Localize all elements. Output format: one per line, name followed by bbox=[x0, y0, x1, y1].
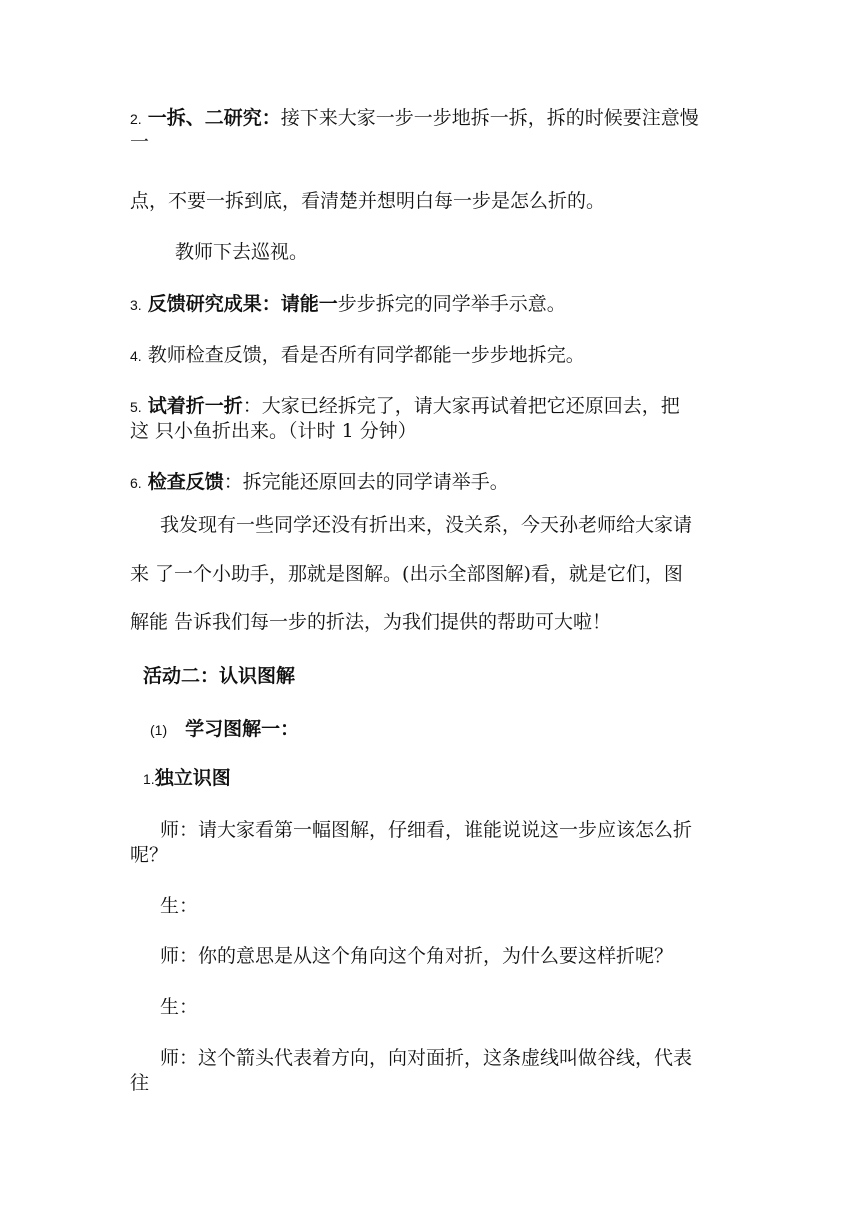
item-heading: 检查反馈 bbox=[147, 471, 224, 493]
step-number: 1. bbox=[143, 771, 155, 787]
item-text: 步步拆完的同学举手示意。 bbox=[337, 293, 566, 315]
item-3 bbox=[130, 292, 740, 317]
item-number: 6. bbox=[130, 475, 142, 491]
dialog-teacher-wrap: 呢？ bbox=[130, 844, 169, 866]
sub-heading-text: 学习图解一： bbox=[185, 718, 300, 740]
item-text: 接下来大家一步一步地拆一拆，拆的时候要注意慢 bbox=[280, 107, 699, 129]
item-text: ：拆完能还原回去的同学请举手。 bbox=[223, 471, 509, 493]
dialog-teacher: 师：请大家看第一幅图解，仔细看，谁能说说这一步应该怎么折 bbox=[160, 819, 693, 841]
step-heading-text: 独立识图 bbox=[154, 767, 231, 789]
item-number: 4. bbox=[130, 348, 142, 364]
dialog-teacher-wrap: 往 bbox=[130, 1072, 150, 1094]
paragraph-line: 来 了一个小助手，那就是图解。(出示全部图解)看，就是它们，图 bbox=[130, 563, 683, 585]
item-heading: 反馈研究成果：请能一 bbox=[147, 293, 338, 315]
item-4 bbox=[130, 343, 740, 368]
item-number: 2. bbox=[130, 111, 142, 127]
item-text: 教师检查反馈，看是否所有同学都能一步步地拆完。 bbox=[147, 344, 585, 366]
item-heading: 一拆、二研究： bbox=[147, 107, 281, 129]
paragraph-line: 解能 告诉我们每一步的折法，为我们提供的帮助可大啦！ bbox=[130, 611, 612, 633]
sub-number: (1) bbox=[150, 722, 168, 738]
item-text: ：大家已经拆完了，请大家再试着把它还原回去，把 bbox=[242, 395, 680, 417]
activity-heading: 活动二：认识图解 bbox=[143, 665, 296, 687]
item-heading: 试着折一折 bbox=[147, 395, 243, 417]
teacher-note: 教师下去巡视。 bbox=[175, 241, 309, 263]
paragraph-line: 我发现有一些同学还没有折出来，没关系，今天孙老师给大家请 bbox=[160, 514, 693, 536]
item-number: 5. bbox=[130, 399, 142, 415]
dialog-student: 生： bbox=[160, 996, 199, 1018]
step-heading bbox=[143, 766, 753, 791]
item-2-continuation: 点，不要一拆到底，看清楚并想明白每一步是怎么折的。 bbox=[130, 190, 606, 212]
item-number: 3. bbox=[130, 297, 142, 313]
item-2-wrap: 一 bbox=[130, 131, 150, 153]
dialog-teacher: 师：这个箭头代表着方向，向对面折，这条虚线叫做谷线，代表 bbox=[160, 1047, 693, 1069]
dialog-teacher: 师：你的意思是从这个角向这个角对折，为什么要这样折呢？ bbox=[160, 945, 674, 967]
sub-heading bbox=[150, 717, 760, 742]
item-5-wrap: 这 只小鱼折出来。（计时 1 分钟） bbox=[130, 420, 417, 442]
dialog-student: 生： bbox=[160, 895, 199, 917]
item-5 bbox=[130, 394, 740, 419]
item-2 bbox=[130, 106, 740, 131]
item-6 bbox=[130, 470, 740, 495]
